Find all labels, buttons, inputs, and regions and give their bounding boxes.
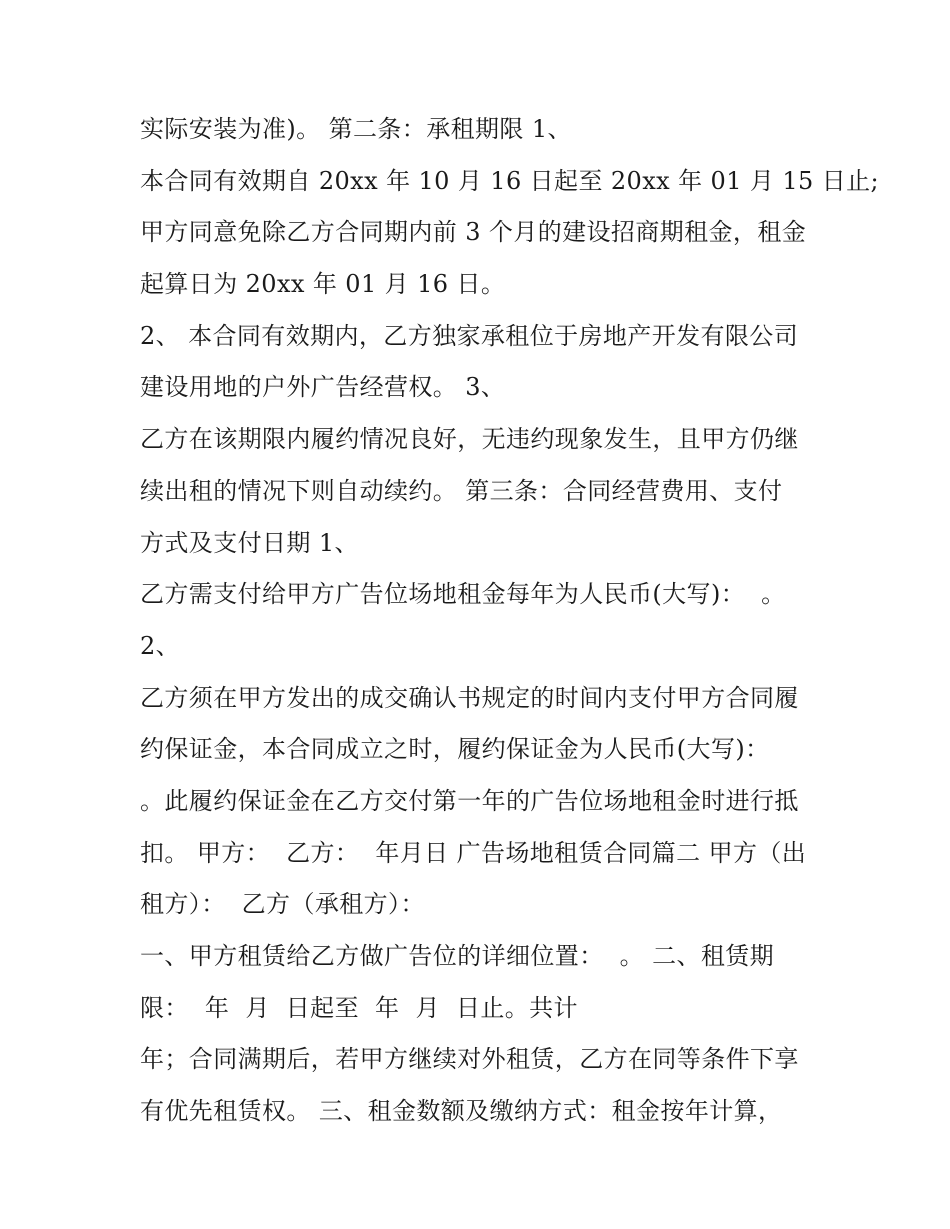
text-line: 租方）： 乙方（承租方）： (140, 890, 425, 919)
text-line: 约保证金，本合同成立之时，履约保证金为人民币(大写)： (140, 735, 770, 764)
text-line: 扣。 甲方： 乙方： 年月日 广告场地租赁合同篇二 甲方（出 (140, 838, 807, 867)
text-line: 有优先租赁权。 三、租金数额及缴纳方式：租金按年计算， (140, 1097, 783, 1126)
text-line: 。此履约保证金在乙方交付第一年的广告位场地租金时进行抵 (140, 786, 799, 815)
text-line: 方式及支付日期 1、 (140, 528, 359, 557)
text-line: 2、 本合同有效期内，乙方独家承租位于房地产开发有限公司 (140, 321, 799, 350)
text-line: 续出租的情况下则自动续约。 第三条：合同经营费用、支付 (140, 476, 783, 505)
text-line: 年；合同满期后，若甲方继续对外租赁，乙方在同等条件下享 (140, 1045, 799, 1074)
text-line: 乙方须在甲方发出的成交确认书规定的时间内支付甲方合同履 (140, 683, 799, 712)
text-line: 建设用地的户外广告经营权。 3、 (140, 373, 506, 402)
text-line: 限： 年 月 日起至 年 月 日止。共计 (140, 993, 578, 1022)
document-body (140, 104, 880, 1138)
text-line: 本合同有效期自 20xx 年 10 月 16 日起至 20xx 年 01 月 15 日止; (140, 166, 880, 195)
text-line: 2、 (140, 631, 181, 660)
text-line: 一、甲方租赁给乙方做广告位的详细位置： 。 二、租赁期 (140, 942, 775, 970)
text-line: 甲方同意免除乙方合同期内前 3 个月的建设招商期租金，租金 (140, 218, 807, 247)
text-line: 实际安装为准)。 第二条：承租期限 1、 (140, 115, 572, 143)
text-line: 乙方需支付给甲方广告位场地租金每年为人民币(大写)： 。 (140, 580, 786, 609)
text-line: 乙方在该期限内履约情况良好，无违约现象发生，且甲方仍继 (140, 425, 799, 454)
text-line: 起算日为 20xx 年 01 月 16 日。 (140, 270, 506, 299)
